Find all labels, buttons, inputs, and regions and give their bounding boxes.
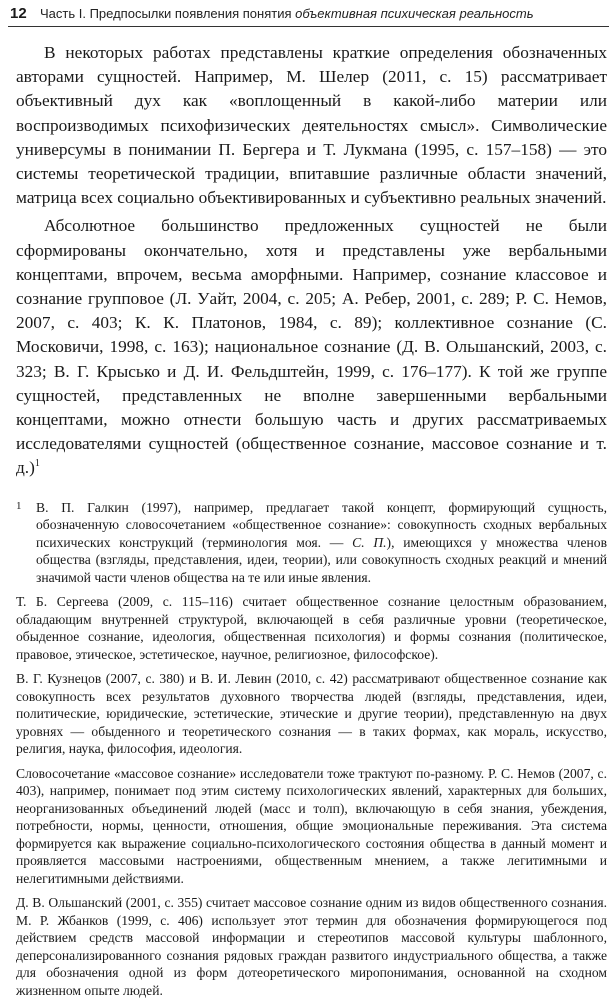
paragraph: [16, 214, 607, 480]
running-header: [8, 0, 609, 27]
footnote: [16, 499, 607, 587]
main-text: [8, 27, 609, 481]
footnote-text: [36, 499, 607, 587]
paragraph-text: Абсолютное большинство предложенных сущностей не были сформированы окончательно, хотя и представлены уже вербальными концептами, впрочем, весьма аморфными. Например, сознание классовое и сознание групповое (Л. Уайт, 2004, с. 205; А. Ребер, 2001, с. 289; Р. С. Немов, 2007, с. 403; К. К. Платонов, 1984, с. 89); коллективное сознание (С. Московичи, 1998, с. 163); национальное сознание (Д. В. Ольшанский, 2003, с. 323; В. Г. Крысько и Д. И. Фельдштейн, 1999, с. 176–177). К той же группе сущностей, представленных не вполне завершенными вербальными концептами, можно отнести большую часть и других рассматриваемых исследователями сущностей (общественное сознание, массовое сознание и т. д.): [16, 216, 607, 478]
footnote-paragraph: В. Г. Кузнецов (2007, с. 380) и В. И. Левин (2010, с. 42) рассматривают общественное сознание как совокупность всех результатов духовного творчества людей (взгляды, представления, идеи, политические, юридические, эстетические, этические и другие теории), представленную на двух уровнях — обыденного и теоретического сознания — в таких формах, как мораль, искусство, религия, наука, философия, идеология.: [16, 671, 607, 757]
footnote-mark: 1: [16, 499, 22, 512]
header-title-italic: объективная психическая реальность: [295, 5, 534, 21]
paragraph: В некоторых работах представлены краткие определения обозначенных авторами сущностей. Например, М. Шелер (2011, с. 15) рассматривает объективный дух как «воплощенный в какой-либо материи или воспроизводимых психофизических деятельностях смысл». Символические универсумы в понимании П. Бергера и Т. Лукмана (1995, с. 157–158) — это системы теоретической традиции, впитавшие различные области значений, матрица всех социально объективированных и субъективно реальных значений.: [16, 43, 607, 208]
footnote-paragraph: Д. В. Ольшанский (2001, с. 355) считает массовое сознание одним из видов общественного сознания. М. Р. Жбанков (1999, с. 406) использует этот термин для обозначения формирующегося под действием средств массовой информации и стереотипов массовой культуры шаблонного, деперсонализированного сознания рядовых граждан развитого индустриального общества, а также для обозначения одной из форм дотеоретического миропонимания, основанной на сходном жизненном опыте людей.: [16, 895, 607, 998]
footnote-text-part: В. П. Галкин (1997), например, предлагает такой концепт, формирующий сущность, обозначенную словосочетанием «общественное сознание»: совокупность сходных вербальных психических конструкций (терминология моя. —: [36, 499, 607, 550]
footnote-author-initials: С. П.: [352, 534, 387, 550]
footnote-reference[interactable]: 1: [34, 458, 40, 470]
footnote-paragraph: Словосочетание «массовое сознание» исследователи тоже трактуют по-разному. Р. С. Немов (2007, с. 403), например, понимает под этим систему психологических явлений, характерных для больших, неорганизованных объединений людей (масс и толп), включающую в себя знания, убеждения, потребности, нормы, ценности, отношения, общие эмоциональные переживания. Эта система формируется как выражение социально-психологического состояния общества в данный момент и проявляется массовыми настроениями, общественным мнением, а также легитимными и нелегитимными действиями.: [16, 765, 607, 886]
page-number: 12: [10, 4, 27, 22]
footnote-text-part: ), имеющихся у множества членов общества (взгляды, представления, идеи, теории), или совокупность сходных реакций и мнений значимой части членов общества на те или иные явления.: [36, 534, 607, 585]
header-title-plain: Часть I. Предпосылки появления понятия: [40, 5, 296, 21]
footnotes: [8, 499, 609, 1000]
footnote-paragraph: Т. Б. Сергеева (2009, с. 115–116) считает общественное сознание целостным образованием, обладающим внутренней структурой, включающей в себя различные уровни (теоретическое, обыденное сознание, идеология, общественная психология) и формы сознания (политическое, правовое, этическое, эстетическое, научное, религиозное, философское).: [16, 594, 607, 662]
running-header-title: [40, 6, 534, 21]
